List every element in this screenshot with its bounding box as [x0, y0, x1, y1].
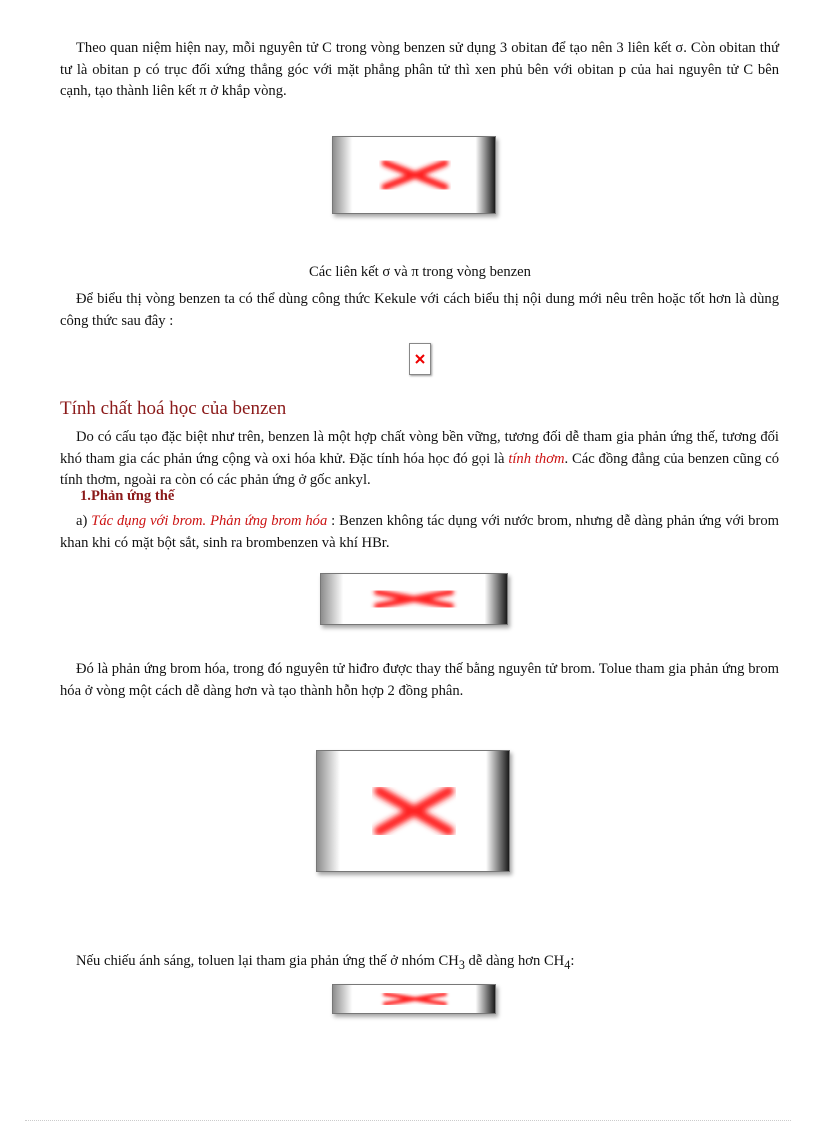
broken-image-icon: [317, 751, 509, 871]
light-text-b: dễ dàng hơn CH: [464, 953, 565, 969]
subscript-3: 3: [458, 957, 465, 972]
item-prefix: a): [76, 513, 92, 529]
paragraph-toluene: Đó là phản ứng brom hóa, trong đó nguyên tử hiđro được thay thế bằng nguyên tử brom. Tolue tham gia phản ứng brom hóa ở vòng một cách dễ dàng hơn và tạo thành hỗn hợp 2 đồng phân.: [60, 661, 779, 699]
broken-image-light: [332, 984, 496, 1014]
broken-image-bromination: [320, 573, 508, 625]
bromination-text: : Benzen không tác dụng với nước brom, nhưng dễ dàng phản ứng với brom khan khi có mặt bột sắt, sinh ra brombenzen và khí HBr.: [60, 513, 779, 551]
paragraph-orbitals: Theo quan niệm hiện nay, mỗi nguyên tử C trong vòng benzen sử dụng 3 obitan để tạo nên 3 liên kết σ. Còn obitan thứ tư là obitan p có trục đối xứng thẳng góc với mặt phẳng phân tử thì xen phủ bên với obitan p của hai nguyên tử C bên cạnh, tạo thành liên kết π ở khắp vòng.: [60, 40, 779, 99]
broken-image-icon: [333, 985, 495, 1013]
broken-image-toluene: [316, 750, 510, 872]
bromination-title: Tác dụng với brom. Phản ứng brom hóa: [91, 513, 328, 529]
broken-image-icon: [321, 574, 507, 624]
paragraph-light: [60, 951, 779, 976]
aromatic-text-b: . Các đồng đẳng của benzen cũng có tính thơm, ngoài ra còn có các phản ứng ở gốc ankyl.: [60, 450, 779, 488]
light-text-c: :: [570, 953, 575, 969]
page-bottom-divider: [25, 1120, 791, 1121]
paragraph-aromatic: [60, 427, 779, 492]
paragraph-bromination: [60, 511, 779, 554]
section-heading: Tính chất hoá học của benzen: [60, 398, 287, 419]
light-text-a: Nếu chiếu ánh sáng, toluen lại tham gia phản ứng thế ở nhóm CH: [76, 953, 459, 969]
aromatic-text-a: Do có cấu tạo đặc biệt như trên, benzen là một hợp chất vòng bền vững, tương đối dễ tham gia phản ứng thế, tương đối khó tham gia các phản ứng cộng và oxi hóa khử. Đặc tính hóa học đó gọi là: [60, 429, 779, 467]
subsection-heading: 1.Phản ứng thế: [80, 488, 175, 504]
figure-caption: Các liên kết σ và π trong vòng benzen: [309, 264, 531, 280]
small-broken-image: [409, 343, 431, 375]
aromatic-emphasis: tính thơm: [508, 450, 565, 467]
broken-image-icon: [414, 353, 426, 365]
subscript-4: 4: [564, 957, 571, 972]
broken-image-icon: [333, 137, 495, 213]
paragraph-kekule: Để biểu thị vòng benzen ta có thể dùng công thức Kekule với cách biểu thị nội dung mới nêu trên hoặc tốt hơn là dùng công thức sau đây :: [60, 291, 779, 329]
broken-image-orbitals: [332, 136, 496, 214]
